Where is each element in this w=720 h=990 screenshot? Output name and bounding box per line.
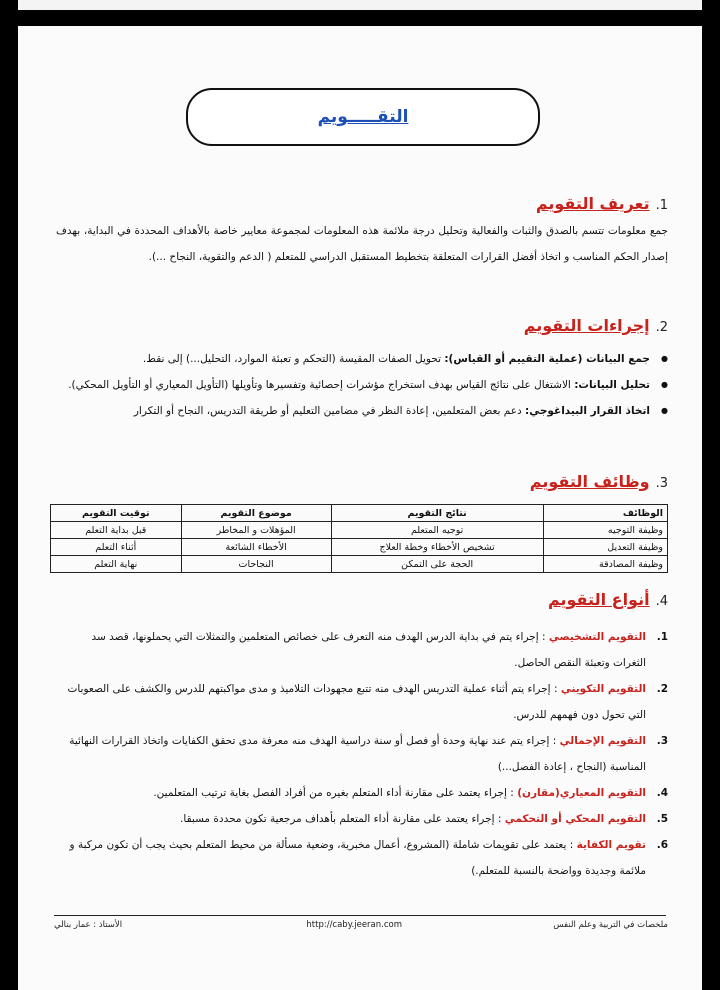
column-header: نتائج التقويم xyxy=(331,505,543,522)
list-item xyxy=(56,372,668,398)
type-name: التقويم المحكي أو التحكمي xyxy=(504,813,646,825)
section-3-heading xyxy=(530,472,668,491)
section-number: 4. xyxy=(655,594,668,609)
column-header: موضوع التقويم xyxy=(181,505,331,522)
document-page xyxy=(18,26,702,990)
top-edge-strip xyxy=(18,0,702,10)
item-number: 2. xyxy=(656,683,668,695)
type-name: تقويم الكفاية xyxy=(576,839,646,851)
table-cell: النجاحات xyxy=(181,556,331,573)
section-title: أنواع التقويم xyxy=(547,590,650,609)
table-cell: المؤهلات و المخاطر xyxy=(181,522,331,539)
table-header-row xyxy=(51,505,668,522)
item-text: دعم بعض المتعلمين، إعادة النظر في مضامين التعليم أو طريقة التدريس، النجاح أو التكرار xyxy=(133,405,526,417)
footer-divider xyxy=(54,915,666,916)
type-description: : يعتمد على تقويمات شاملة (المشروع، أعمال مخبرية، وضعية مسألة من محيط المتعلم بحيث يجب أن تكون مركبة و ملائمة وجديدة وواضحة بالنسبة للمتعلم.) xyxy=(69,839,646,877)
type-description: : إجراء يعتمد على مقارنة أداء المتعلم بغيره من أفراد الفصل بغاية ترتيب المتعلمين. xyxy=(153,787,518,799)
evaluation-types-list xyxy=(56,624,668,884)
section-title: تعريف التقويم xyxy=(535,194,650,213)
table-cell: نهاية التعلم xyxy=(51,556,182,573)
list-item xyxy=(56,728,668,780)
section-number: 2. xyxy=(655,320,668,335)
table-row xyxy=(51,539,668,556)
type-name: التقويم المعياري(مقارن) xyxy=(517,787,646,799)
table-cell: وظيفة التوجيه xyxy=(543,522,667,539)
table-cell: تشخيص الأخطاء وخطة العلاج xyxy=(331,539,543,556)
item-number: 3. xyxy=(656,735,668,747)
section-number: 1. xyxy=(655,198,668,213)
type-name: التقويم الإجمالي xyxy=(559,735,646,747)
section-title: وظائف التقويم xyxy=(529,472,650,491)
column-header: توقيت التقويم xyxy=(51,505,182,522)
type-name: التقويم التكويني xyxy=(560,683,646,695)
item-number: 5. xyxy=(656,813,668,825)
definition-paragraph: جمع معلومات تتسم بالصدق والثبات والفعالية وتحليل درجة ملائمة هذه المعلومات لمجموعة معايير خاصة بالأهداف المحددة في البداية، بهدف إصدار الحكم المناسب و اتخاذ أفضل القرارات المتعلقة بتخطيط المستقبل الدراسي للمتعلم ( الدعم والتقوية، النجاح ...). xyxy=(56,225,668,263)
item-number: 1. xyxy=(656,631,668,643)
list-item xyxy=(56,780,668,806)
item-term: اتخاذ القرار البيداغوجي: xyxy=(525,405,650,417)
type-description: : إجراء يتم في بداية الدرس الهدف منه التعرف على خصائص المتعلمين والتمثلات التي يحملونها، قصد سد الثغرات وتعبئة النقص الحاصل. xyxy=(91,631,646,669)
table-cell: الحجة على التمكن xyxy=(331,556,543,573)
list-item xyxy=(56,832,668,884)
table-cell: وظيفة المصادقة xyxy=(543,556,667,573)
type-description: : إجراء يتم عند نهاية وحدة أو فصل أو سنة دراسية الهدف منه معرفة مدى تحقق الكفايات واتخاذ القرارات النهائية المناسبة (النجاح ، إعادة الفصل...) xyxy=(69,735,646,773)
list-item xyxy=(56,398,668,424)
item-term: جمع البيانات (عملية التقييم أو القياس): xyxy=(444,353,650,365)
footer-author: الأستاذ : عمار بنالي xyxy=(54,920,123,930)
list-item xyxy=(56,676,668,728)
footer-right-text: ملخصات في التربية وعلم النفس xyxy=(553,920,668,930)
list-item xyxy=(56,806,668,832)
footer-url[interactable]: http://caby.jeeran.com xyxy=(306,920,402,930)
item-number: 6. xyxy=(656,839,668,851)
type-description: : إجراء يتم أثناء عملية التدريس الهدف منه تتبع مجهودات التلاميذ و مدى مواكبتهم للدرس والكشف على الصعوبات التي تحول دون فهمهم للدرس. xyxy=(67,683,646,721)
section-4-heading xyxy=(548,590,668,609)
type-description: : إجراء يعتمد على مقارنة أداء المتعلم بأهداف مرجعية تكون محددة مسبقا. xyxy=(180,813,505,825)
section-2-heading xyxy=(524,316,668,335)
item-text: تحويل الصفات المقيسة (التحكم و تعبئة الموارد، التحليل...) إلى نقط. xyxy=(142,353,445,365)
type-name: التقويم التشخيصي xyxy=(548,631,646,643)
title-box xyxy=(186,88,540,146)
item-number: 4. xyxy=(656,787,668,799)
table-cell: الأخطاء الشائعة xyxy=(181,539,331,556)
table-cell: أثناء التعلم xyxy=(51,539,182,556)
section-number: 3. xyxy=(655,476,668,491)
table-cell: توجيه المتعلم xyxy=(331,522,543,539)
page-title: التقـــــويم xyxy=(317,107,409,127)
column-header: الوظائف xyxy=(543,505,667,522)
item-text: الاشتغال على نتائج القياس بهدف استخراج مؤشرات إحصائية وتفسيرها وتأويلها (التأويل المعياري أو التأويل المحكي). xyxy=(68,379,575,391)
table-cell: قبل بداية التعلم xyxy=(51,522,182,539)
section-title: إجراءات التقويم xyxy=(523,316,650,335)
procedures-list xyxy=(56,346,668,424)
table-cell: وظيفة التعديل xyxy=(543,539,667,556)
section-1-heading xyxy=(536,194,668,213)
table-row xyxy=(51,522,668,539)
item-term: تحليل البيانات: xyxy=(574,379,650,391)
list-item xyxy=(56,346,668,372)
functions-table xyxy=(50,504,668,573)
table-row xyxy=(51,556,668,573)
list-item xyxy=(56,624,668,676)
